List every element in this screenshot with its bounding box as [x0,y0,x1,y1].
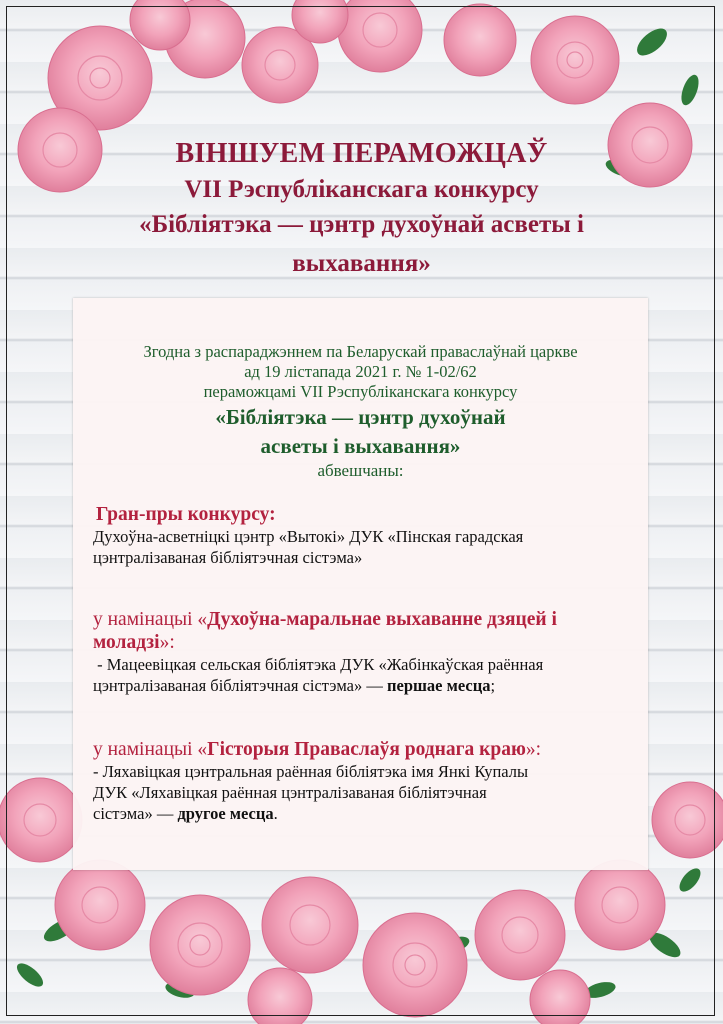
intro-line: Згодна з распараджэннем па Беларускай праваслаўнай царкве [143,342,578,361]
grand-prix-section [93,503,628,568]
winner-line [93,675,628,696]
nomination-prefix: у намінацыі « [93,739,208,760]
nomination-suffix: »: [159,632,175,653]
nomination-title: моладзі [93,632,160,653]
winner-text: сістэма» — [93,804,178,823]
title-competition-name: «Бібліятэка — цэнтр духоўнай асветы і [139,211,584,238]
page-title: ВІНШУЕМ ПЕРАМОЖЦАЎ [175,138,548,169]
winner-line: - Мацеевіцкая сельская бібліятэка ДУК «Жабінкаўская раённая [93,655,544,674]
punctuation: . [273,804,278,823]
nomination-section [93,738,628,824]
winner-line: ДУК «Ляхавіцкая раённая цэнтралізаваная бібліятэчная [93,783,487,802]
nomination-title: Гісторыя Праваслаўя роднага краю [207,739,526,760]
place-label: першае месца [386,676,491,695]
nomination-heading [93,608,628,631]
nomination-title: Духоўна-маральнае выхаванне дзяцей і [207,609,557,630]
grand-prix-heading: Гран-пры конкурсу: [96,504,276,525]
title-contest: VII Рэспубліканскага конкурсу [184,176,539,203]
place-label: другое месца [177,804,274,823]
nomination-heading [93,738,628,761]
winner-line: Духоўна-асветніцкі цэнтр «Вытокі» ДУК «Пінская гарадская [93,527,524,546]
intro-line: ад 19 лістапада 2021 г. № 1-02/62 [244,362,477,381]
announced-text: абвешчаны: [317,461,404,480]
winner-line: - Ляхавіцкая цэнтральная раённая бібліятэка імя Янкі Купалы [93,762,529,781]
winner-line [93,803,628,824]
announcement-panel [73,298,648,870]
nomination-section [93,608,628,696]
nomination-prefix: у намінацыі « [93,609,208,630]
nomination-heading-cont [93,631,628,654]
title-competition-name-end: выхавання» [292,250,431,277]
intro-line: пераможцамі VII Рэспубліканскага конкурсу [203,382,518,401]
winner-line: цэнтралізаваная бібліятэчная сістэма» [93,548,363,567]
competition-name: асветы і выхавання» [260,434,461,458]
punctuation: ; [490,676,496,695]
nomination-suffix: »: [525,739,542,760]
winner-text: цэнтралізаваная бібліятэчная сістэма» — [93,676,387,695]
competition-name: «Бібліятэка — цэнтр духоўнай [215,405,506,429]
